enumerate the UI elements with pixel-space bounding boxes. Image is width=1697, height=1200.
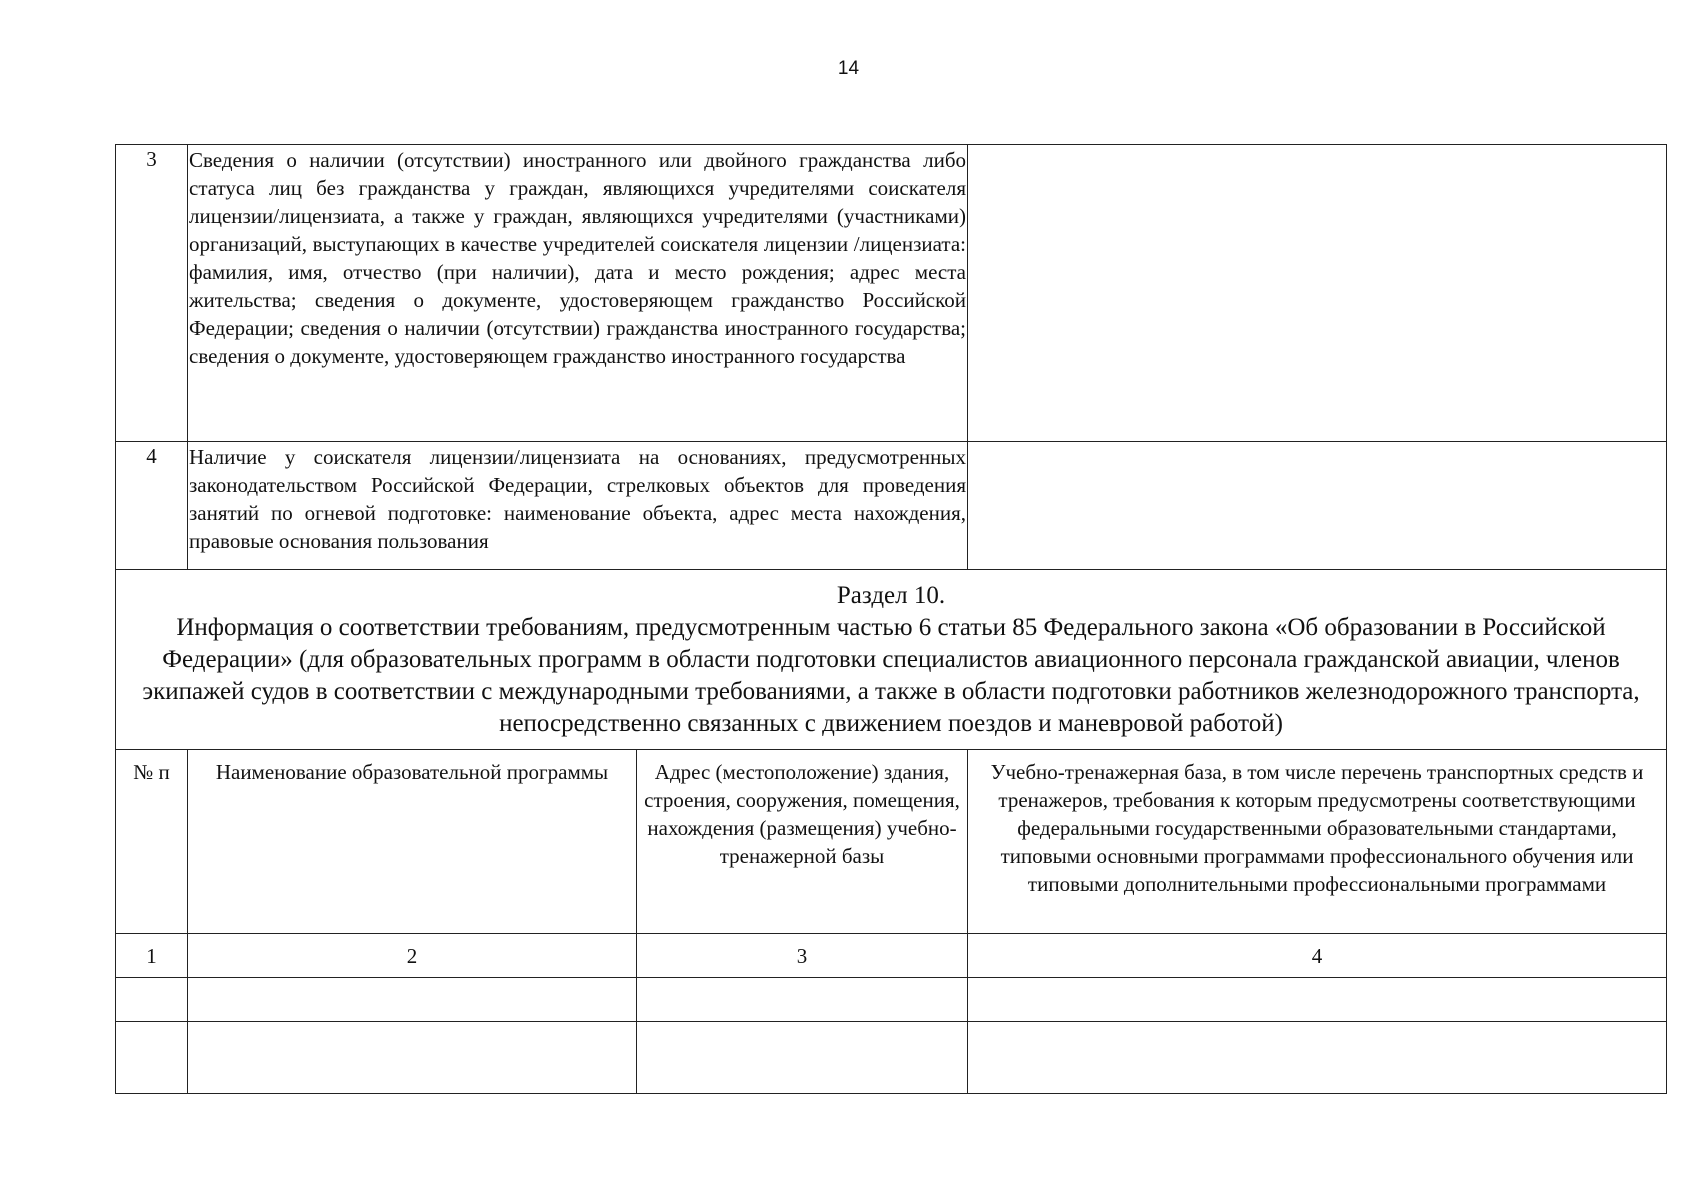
column-index: 3 — [637, 934, 968, 978]
table-row — [116, 978, 1667, 1022]
row-description: Наличие у соискателя лицензии/лицензиата на основаниях, предусмотренных законодательством Российской Федерации, стрелковых объектов для проведения занятий по огневой подготовке: наименование объекта, адрес места нахождения, правовые основания пользования — [188, 442, 968, 570]
section-header — [116, 570, 1667, 750]
column-header-training-base: Учебно-тренажерная база, в том числе перечень транспортных средств и тренажеров, требования к которым предусмотрены соответствующими федеральными государственными образовательными стандартами, типовыми основными программами профессионального обучения или типовыми дополнительными профессиональными программами — [968, 750, 1667, 934]
section-description: Информация о соответствии требованиям, предусмотренным частью 6 статьи 85 Федерального закона «Об образовании в Российской Федерации» (для образовательных программ в области подготовки специалистов авиационного персонала гражданской авиации, членов экипажей судов в соответствии с международными требованиями, а также в области подготовки работников железнодорожного транспорта, непосредственно связанных с движением поездов и маневровой работой) — [142, 614, 1640, 737]
empty-cell[interactable] — [116, 978, 188, 1022]
page-number: 14 — [837, 58, 860, 79]
column-header-row — [116, 750, 1667, 934]
empty-cell[interactable] — [188, 1022, 637, 1094]
row-number: 3 — [116, 145, 188, 442]
column-index: 1 — [116, 934, 188, 978]
document-table — [115, 144, 1667, 1094]
table-row — [116, 442, 1667, 570]
empty-cell[interactable] — [968, 978, 1667, 1022]
column-index-row — [116, 934, 1667, 978]
empty-cell[interactable] — [637, 1022, 968, 1094]
section-title: Раздел 10. — [836, 582, 946, 609]
column-header-program: Наименование образовательной программы — [188, 750, 637, 934]
table-row — [116, 145, 1667, 442]
section-header-row — [116, 570, 1667, 750]
column-index: 2 — [188, 934, 637, 978]
empty-cell[interactable] — [637, 978, 968, 1022]
row-value-cell[interactable] — [968, 145, 1667, 442]
column-header-number: № п — [116, 750, 188, 934]
column-header-address: Адрес (местоположение) здания, строения, сооружения, помещения, нахождения (размещения) учебно-тренажерной базы — [637, 750, 968, 934]
table-row — [116, 1022, 1667, 1094]
empty-cell[interactable] — [116, 1022, 188, 1094]
row-description: Сведения о наличии (отсутствии) иностранного или двойного гражданства либо статуса лиц без гражданства у граждан, являющихся учредителями соискателя лицензии/лицензиата, а также у граждан, являющихся учредителями (участниками) организаций, выступающих в качестве учредителей соискателя лицензии /лицензиата: фамилия, имя, отчество (при наличии), дата и место рождения; адрес места жительства; сведения о документе, удостоверяющем гражданство Российской Федерации; сведения о наличии (отсутствии) гражданства иностранного государства; сведения о документе, удостоверяющем гражданство иностранного государства — [188, 145, 968, 442]
empty-cell[interactable] — [968, 1022, 1667, 1094]
row-number: 4 — [116, 442, 188, 570]
empty-cell[interactable] — [188, 978, 637, 1022]
row-value-cell[interactable] — [968, 442, 1667, 570]
column-index: 4 — [968, 934, 1667, 978]
